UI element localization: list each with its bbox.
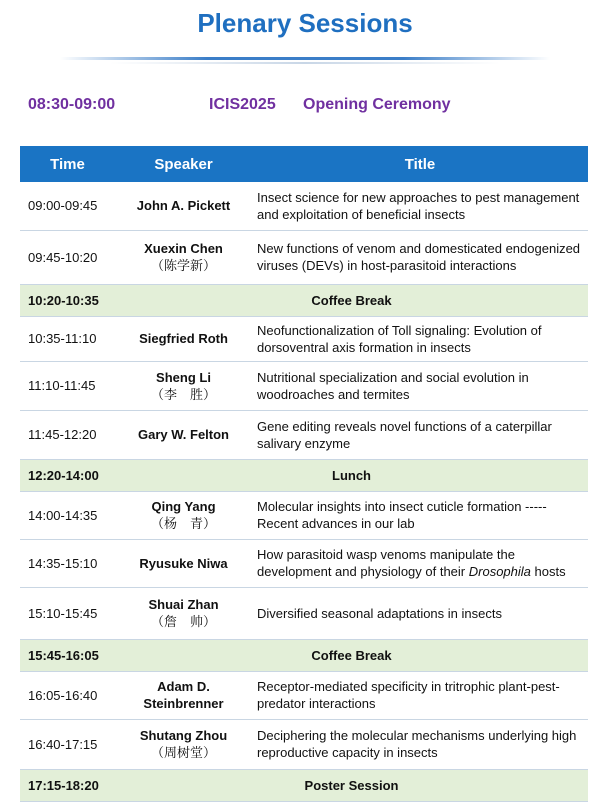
table-row bbox=[20, 230, 588, 284]
break-row bbox=[20, 284, 588, 316]
session-time: 16:05-16:40 bbox=[20, 671, 115, 719]
break-label: Poster Session bbox=[115, 769, 588, 801]
table-row bbox=[20, 671, 588, 719]
break-label: Coffee Break bbox=[115, 284, 588, 316]
talk-title: Deciphering the molecular mechanisms underlying high reproductive capacity in insects bbox=[252, 719, 588, 769]
table-row bbox=[20, 316, 588, 361]
break-time: 12:20-14:00 bbox=[20, 459, 115, 491]
talk-title: Receptor-mediated specificity in tritrophic plant-pest-predator interactions bbox=[252, 671, 588, 719]
speaker-cell bbox=[115, 230, 252, 284]
speaker-cell bbox=[115, 410, 252, 459]
speaker-cell bbox=[115, 182, 252, 230]
column-header-title: Title bbox=[252, 146, 588, 182]
session-time: 11:45-12:20 bbox=[20, 410, 115, 459]
session-time: 14:00-14:35 bbox=[20, 491, 115, 539]
break-time: 10:20-10:35 bbox=[20, 284, 115, 316]
speaker-cell bbox=[115, 671, 252, 719]
break-time: 17:15-18:20 bbox=[20, 769, 115, 801]
speaker-name: John A. Pickett bbox=[136, 198, 231, 214]
talk-title-italic: Drosophila bbox=[468, 564, 531, 579]
session-time: 10:35-11:10 bbox=[20, 316, 115, 361]
session-time: 15:10-15:45 bbox=[20, 587, 115, 639]
session-time: 16:40-17:15 bbox=[20, 719, 115, 769]
opening-event: ICIS2025 bbox=[209, 96, 276, 113]
speaker-cell bbox=[115, 719, 252, 769]
speaker-name: Adam D. Steinbrenner bbox=[143, 679, 224, 711]
session-time: 09:45-10:20 bbox=[20, 230, 115, 284]
table-row bbox=[20, 182, 588, 230]
speaker-cell bbox=[115, 491, 252, 539]
speaker-cell bbox=[115, 587, 252, 639]
opening-ceremony bbox=[28, 96, 588, 118]
speaker-chinese-name: （陈学新） bbox=[150, 258, 216, 273]
speaker-cell bbox=[115, 539, 252, 587]
table-row bbox=[20, 410, 588, 459]
table-row bbox=[20, 539, 588, 587]
talk-title: Molecular insights into insect cuticle formation ----- Recent advances in our lab bbox=[252, 491, 588, 539]
talk-title: Neofunctionalization of Toll signaling: Evolution of dorsoventral axis formation in insects bbox=[252, 316, 588, 361]
table-header-row bbox=[20, 146, 588, 182]
table-row bbox=[20, 361, 588, 410]
speaker-name: Siegfried Roth bbox=[139, 331, 228, 346]
talk-title bbox=[252, 539, 588, 587]
title-divider bbox=[60, 57, 550, 60]
session-time: 09:00-09:45 bbox=[20, 182, 115, 230]
speaker-chinese-name: （詹 帅） bbox=[150, 614, 216, 629]
schedule-table bbox=[20, 146, 588, 802]
talk-title-text-end: hosts bbox=[530, 564, 566, 579]
table-row bbox=[20, 491, 588, 539]
break-row bbox=[20, 769, 588, 801]
speaker-name: Gary W. Felton bbox=[137, 427, 229, 442]
break-row bbox=[20, 459, 588, 491]
speaker-chinese-name: （李 胜） bbox=[150, 386, 216, 402]
talk-title: Diversified seasonal adaptations in insects bbox=[252, 587, 588, 639]
page-title: Plenary Sessions bbox=[197, 8, 413, 38]
speaker-name: Shuai Zhan bbox=[148, 597, 219, 612]
table-row bbox=[20, 719, 588, 769]
speaker-name: Shutang Zhou bbox=[139, 728, 228, 743]
talk-title: Gene editing reveals novel functions of a caterpillar salivary enzyme bbox=[252, 410, 588, 459]
speaker-chinese-name: （周树堂） bbox=[150, 745, 216, 760]
speaker-cell bbox=[115, 361, 252, 410]
speaker-name: Ryusuke Niwa bbox=[139, 555, 228, 571]
speaker-cell bbox=[115, 316, 252, 361]
break-row bbox=[20, 639, 588, 671]
break-label: Lunch bbox=[115, 459, 588, 491]
speaker-chinese-name: （杨 青） bbox=[150, 516, 216, 531]
column-header-speaker: Speaker bbox=[115, 146, 252, 182]
speaker-name: Sheng Li bbox=[156, 369, 211, 385]
session-time: 14:35-15:10 bbox=[20, 539, 115, 587]
column-header-time: Time bbox=[20, 146, 115, 182]
opening-time: 08:30-09:00 bbox=[28, 96, 116, 113]
break-time: 15:45-16:05 bbox=[20, 639, 115, 671]
talk-title: Nutritional specialization and social evolution in woodroaches and termites bbox=[252, 361, 588, 410]
title-divider-shadow bbox=[110, 62, 500, 64]
talk-title-text: How parasitoid wasp venoms manipulate the development and physiology of their bbox=[257, 547, 515, 579]
speaker-name: Qing Yang bbox=[151, 499, 216, 514]
talk-title: New functions of venom and domesticated endogenized viruses (DEVs) in host-parasitoid interactions bbox=[252, 230, 588, 284]
table-row bbox=[20, 587, 588, 639]
session-time: 11:10-11:45 bbox=[20, 361, 115, 410]
speaker-name: Xuexin Chen bbox=[144, 241, 223, 256]
talk-title: Insect science for new approaches to pest management and exploitation of beneficial insects bbox=[252, 182, 588, 230]
opening-name: Opening Ceremony bbox=[303, 96, 451, 113]
break-label: Coffee Break bbox=[115, 639, 588, 671]
